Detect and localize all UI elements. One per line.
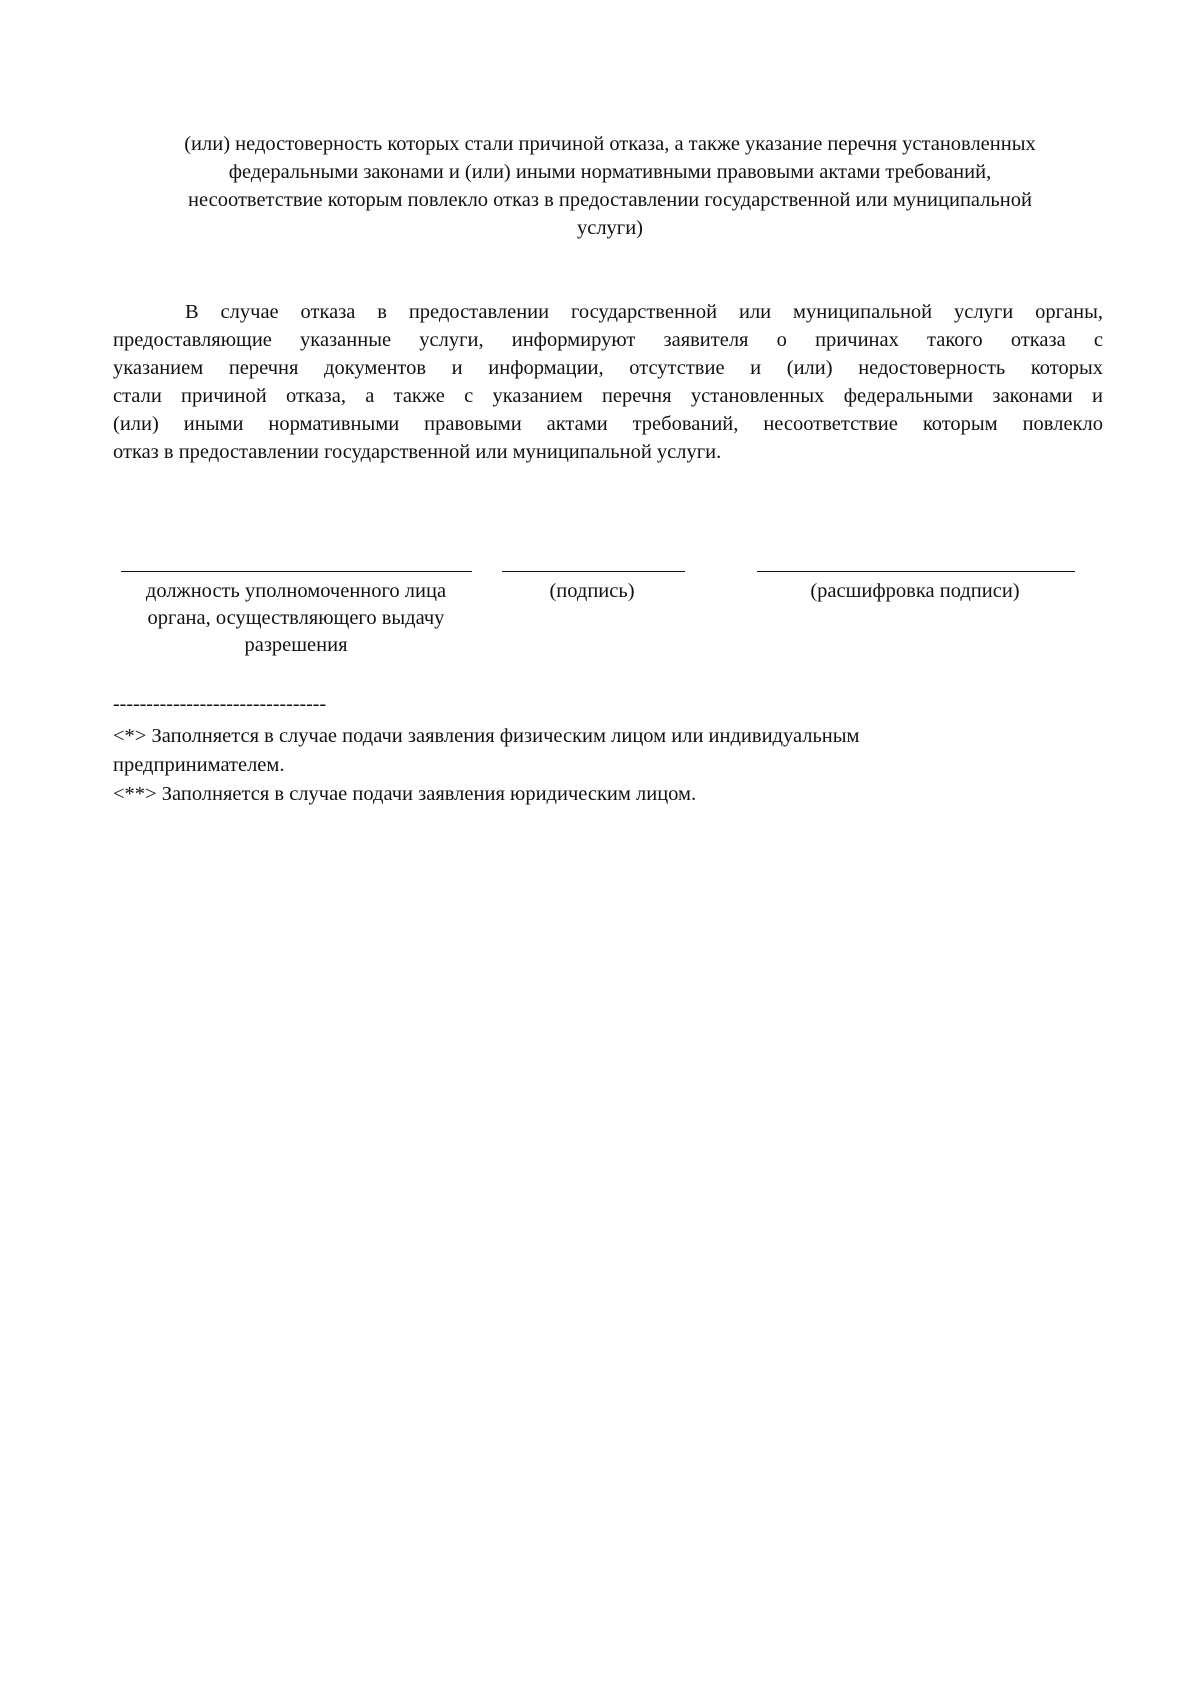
footnote-line: <*> Заполняется в случае подачи заявления физическим лицом или индивидуальным — [113, 725, 860, 747]
continuation-line: несоответствие которым повлекло отказ в предоставлении государственной или муниципальной — [188, 189, 1032, 211]
decoding-label — [770, 578, 1060, 605]
position-label-line: разрешения — [244, 634, 348, 656]
footnote-line: предпринимателем. — [113, 754, 285, 776]
position-label-line: органа, осуществляющего выдачу — [147, 607, 445, 629]
paragraph-line: отказ в предоставлении государственной или муниципальной услуги. — [113, 441, 722, 463]
footnotes-block — [113, 722, 1103, 809]
paragraph-line: предоставляющие указанные услуги, информируют заявителя о причинах такого отказа с — [113, 329, 1103, 351]
continuation-line: услуги) — [576, 217, 644, 239]
position-label-line: должность уполномоченного лица — [145, 580, 447, 602]
signature-line — [502, 571, 685, 572]
footnote-separator: -------------------------------- — [113, 693, 327, 715]
signature-label — [512, 578, 672, 605]
paragraph-line: В случае отказа в предоставлении государственной или муниципальной услуги органы, — [185, 301, 1103, 323]
continuation-line: (или) недостоверность которых стали причиной отказа, а также указание перечня установленных — [184, 133, 1036, 155]
continuation-text-block — [110, 130, 1110, 242]
position-label — [111, 578, 481, 659]
paragraph-line: указанием перечня документов и информации, отсутствие и (или) недостоверность которых — [113, 357, 1103, 379]
continuation-line: федеральными законами и (или) иными нормативными правовыми актами требований, — [228, 161, 992, 183]
paragraph-line: стали причиной отказа, а также с указанием перечня установленных федеральными законами и — [113, 385, 1103, 407]
decoding-signature-line — [757, 571, 1075, 572]
paragraph-line: (или) иными нормативными правовыми актами требований, несоответствие которым повлекло — [113, 413, 1103, 435]
signature-label-text: (подпись) — [549, 580, 635, 602]
position-signature-line — [121, 571, 472, 572]
footnote-line: <**> Заполняется в случае подачи заявления юридическим лицом. — [113, 783, 697, 805]
decoding-label-text: (расшифровка подписи) — [810, 580, 1020, 602]
refusal-paragraph — [113, 298, 1103, 466]
